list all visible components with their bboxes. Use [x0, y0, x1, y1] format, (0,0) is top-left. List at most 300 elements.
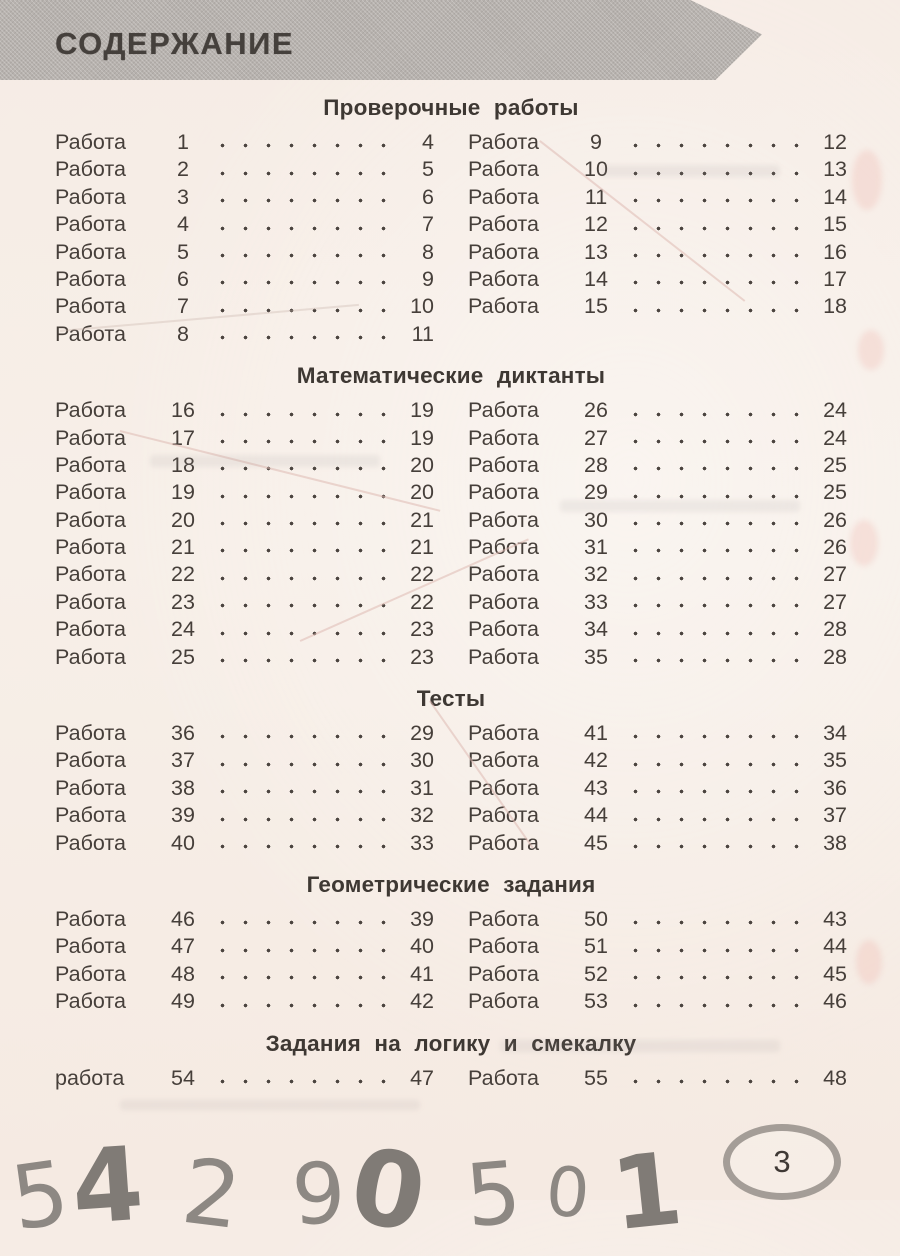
toc-column-left	[55, 907, 434, 1017]
entry-number: 47	[171, 934, 195, 959]
dot-leader	[207, 508, 390, 535]
dot-leader	[207, 645, 390, 672]
dot-leader	[620, 130, 803, 157]
entry-page-number: 23	[410, 617, 434, 642]
toc-entry	[55, 1066, 434, 1093]
entry-label: Работа	[55, 266, 126, 291]
page-number-badge	[723, 1124, 841, 1200]
entry-page-number: 15	[823, 212, 847, 237]
toc-columns	[55, 907, 847, 1017]
entry-page-number: 9	[422, 266, 434, 291]
entry-number: 52	[584, 961, 608, 986]
entry-label: Работа	[468, 212, 539, 237]
toc-entry	[55, 907, 434, 934]
entry-number: 18	[171, 452, 195, 477]
toc-entry	[468, 617, 847, 644]
section-title: Задания на логику и смекалку	[265, 1030, 637, 1056]
entry-page-number: 41	[410, 961, 434, 986]
pink-smudge	[858, 330, 884, 370]
entry-page-number: 20	[410, 480, 434, 505]
entry-label: Работа	[55, 130, 126, 154]
entry-page-number: 40	[410, 934, 434, 959]
entry-number: 39	[171, 803, 195, 828]
entry-page-number: 7	[422, 212, 434, 237]
entry-page-number: 22	[410, 562, 434, 587]
pink-smudge	[852, 150, 882, 210]
decorative-digit: 0	[341, 1123, 435, 1256]
entry-label: Работа	[468, 589, 539, 614]
entry-page-number: 19	[410, 398, 434, 423]
dot-leader	[620, 962, 803, 989]
entry-label: Работа	[468, 535, 539, 560]
toc-section	[55, 872, 847, 1017]
entry-label: Работа	[55, 212, 126, 237]
entry-label: Работа	[55, 617, 126, 642]
entry-page-number: 12	[823, 130, 847, 154]
toc-entry	[55, 748, 434, 775]
entry-label: Работа	[468, 398, 539, 423]
entry-page-number: 42	[410, 989, 434, 1014]
decorative-digit: 9	[289, 1143, 348, 1245]
entry-number: 53	[584, 989, 608, 1014]
entry-number: 51	[584, 934, 608, 959]
dot-leader	[207, 748, 390, 775]
entry-label: Работа	[55, 398, 126, 423]
toc-entry	[55, 157, 434, 184]
dot-leader	[207, 240, 390, 267]
dot-leader	[620, 721, 803, 748]
entry-label: Работа	[468, 961, 539, 986]
dot-leader	[620, 934, 803, 961]
toc-entry	[55, 617, 434, 644]
entry-number: 30	[584, 507, 608, 532]
dot-leader	[620, 453, 803, 480]
entry-label: Работа	[468, 775, 539, 800]
entry-page-number: 28	[823, 617, 847, 642]
toc-columns	[55, 721, 847, 858]
toc-entry	[55, 267, 434, 294]
dot-leader	[620, 426, 803, 453]
entry-page-number: 14	[823, 184, 847, 209]
toc-entry	[468, 721, 847, 748]
entry-number: 44	[584, 803, 608, 828]
entry-number: 48	[171, 961, 195, 986]
dot-leader	[207, 831, 390, 858]
entry-number: 12	[584, 212, 608, 237]
entry-number: 21	[171, 535, 195, 560]
section-title: Геометрические задания	[306, 871, 596, 897]
entry-page-number: 48	[823, 1065, 847, 1090]
dot-leader	[620, 294, 803, 321]
entry-page-number: 35	[823, 748, 847, 773]
entry-label: Работа	[55, 157, 126, 182]
dot-leader	[620, 617, 803, 644]
toc-column-right	[468, 1066, 847, 1093]
entry-page-number: 21	[410, 507, 434, 532]
dot-leader	[620, 240, 803, 267]
decorative-digit: 5	[5, 1140, 75, 1251]
entry-label: Работа	[468, 748, 539, 773]
entry-number: 6	[177, 266, 189, 291]
toc-section	[55, 686, 847, 858]
entry-label: Работа	[468, 644, 539, 669]
entry-label: Работа	[468, 562, 539, 587]
entry-label: Работа	[55, 961, 126, 986]
entry-label: Работа	[55, 507, 126, 532]
entry-number: 42	[584, 748, 608, 773]
entry-page-number: 44	[823, 934, 847, 959]
entry-number: 41	[584, 721, 608, 746]
dot-leader	[620, 590, 803, 617]
entry-number: 5	[177, 239, 189, 264]
toc-entry	[55, 535, 434, 562]
entry-label: Работа	[468, 452, 539, 477]
entry-number: 24	[171, 617, 195, 642]
toc-entry	[468, 962, 847, 989]
entry-label: Работа	[468, 507, 539, 532]
entry-page-number: 22	[410, 589, 434, 614]
entry-label: Работа	[468, 906, 539, 931]
entry-label: Работа	[468, 266, 539, 291]
entry-page-number: 38	[823, 830, 847, 855]
decorative-digit: 4	[67, 1124, 148, 1249]
entry-label: Работа	[55, 748, 126, 773]
dot-leader	[207, 212, 390, 239]
entry-label: Работа	[55, 535, 126, 560]
toc-entry	[468, 934, 847, 961]
entry-number: 4	[177, 212, 189, 237]
dot-leader	[207, 480, 390, 507]
entry-number: 36	[171, 721, 195, 746]
dot-leader	[207, 562, 390, 589]
dot-leader	[620, 1066, 803, 1093]
entry-page-number: 26	[823, 535, 847, 560]
bleedthrough-mark	[120, 1100, 420, 1110]
entry-label: Работа	[55, 721, 126, 746]
entry-number: 31	[584, 535, 608, 560]
dot-leader	[620, 398, 803, 425]
entry-label: Работа	[55, 562, 126, 587]
entry-label: Работа	[55, 803, 126, 828]
dot-leader	[620, 267, 803, 294]
dot-leader	[620, 645, 803, 672]
entry-label: Работа	[55, 452, 126, 477]
bleedthrough-mark	[500, 1040, 780, 1052]
entry-label: Работа	[468, 617, 539, 642]
entry-label: Работа	[468, 184, 539, 209]
page-title: СОДЕРЖАНИЕ	[55, 26, 295, 61]
toc-column-left	[55, 398, 434, 672]
entry-number: 28	[584, 452, 608, 477]
dot-leader	[207, 185, 390, 212]
entry-label: Работа	[468, 803, 539, 828]
toc-entry	[55, 989, 434, 1016]
entry-label: Работа	[468, 425, 539, 450]
toc-columns	[55, 1066, 847, 1093]
entry-number: 55	[584, 1065, 608, 1090]
toc-entry	[468, 130, 847, 157]
dot-leader	[620, 535, 803, 562]
entry-number: 29	[584, 480, 608, 505]
dot-leader	[207, 322, 390, 349]
dot-leader	[207, 398, 390, 425]
toc-entry	[468, 240, 847, 267]
dot-leader	[207, 426, 390, 453]
toc-entry	[468, 212, 847, 239]
entry-page-number: 13	[823, 157, 847, 182]
entry-label: Работа	[468, 1065, 539, 1090]
entry-number: 1	[177, 130, 189, 154]
toc-column-left	[55, 1066, 434, 1093]
entry-page-number: 16	[823, 239, 847, 264]
toc-entry	[55, 185, 434, 212]
entry-number: 27	[584, 425, 608, 450]
entry-label: Работа	[468, 934, 539, 959]
decorative-digit: 5	[461, 1142, 525, 1248]
entry-page-number: 29	[410, 721, 434, 746]
dot-leader	[207, 776, 390, 803]
entry-number: 2	[177, 157, 189, 182]
entry-number: 16	[171, 398, 195, 423]
entry-page-number: 4	[422, 130, 434, 154]
entry-number: 45	[584, 830, 608, 855]
dot-leader	[207, 157, 390, 184]
entry-page-number: 10	[410, 294, 434, 319]
dot-leader	[207, 130, 390, 157]
toc-entry	[55, 426, 434, 453]
decorative-digit: 0	[542, 1152, 593, 1235]
dot-leader	[207, 721, 390, 748]
entry-label: Работа	[468, 130, 539, 154]
entry-page-number: 27	[823, 562, 847, 587]
section-title: Тесты	[416, 686, 486, 712]
entry-page-number: 24	[823, 425, 847, 450]
dot-leader	[620, 562, 803, 589]
toc-entry	[468, 426, 847, 453]
dot-leader	[620, 907, 803, 934]
toc-entry	[55, 240, 434, 267]
entry-number: 17	[171, 425, 195, 450]
entry-page-number: 30	[410, 748, 434, 773]
dot-leader	[207, 267, 390, 294]
entry-label: Работа	[55, 830, 126, 855]
toc-entry	[55, 212, 434, 239]
entry-number: 49	[171, 989, 195, 1014]
dot-leader	[207, 535, 390, 562]
toc-columns	[55, 130, 847, 349]
toc-entry	[468, 294, 847, 321]
entry-page-number: 19	[410, 425, 434, 450]
entry-number: 7	[177, 294, 189, 319]
toc-entry	[468, 907, 847, 934]
dot-leader	[620, 748, 803, 775]
entry-page-number: 32	[410, 803, 434, 828]
entry-label: работа	[55, 1065, 125, 1090]
entry-label: Работа	[55, 589, 126, 614]
dot-leader	[207, 989, 390, 1016]
entry-number: 26	[584, 398, 608, 423]
entry-page-number: 25	[823, 480, 847, 505]
entry-page-number: 39	[410, 906, 434, 931]
toc-entry	[55, 803, 434, 830]
entry-number: 22	[171, 562, 195, 587]
entry-number: 33	[584, 589, 608, 614]
dot-leader	[207, 617, 390, 644]
entry-number: 46	[171, 906, 195, 931]
entry-label: Работа	[55, 906, 126, 931]
entry-number: 54	[171, 1065, 195, 1090]
section-title: Проверочные работы	[323, 95, 579, 120]
entry-number: 15	[584, 294, 608, 319]
entry-number: 14	[584, 266, 608, 291]
toc-columns	[55, 398, 847, 672]
entry-label: Работа	[468, 989, 539, 1014]
dot-leader	[620, 185, 803, 212]
entry-number: 20	[171, 507, 195, 532]
entry-page-number: 26	[823, 507, 847, 532]
entry-label: Работа	[468, 480, 539, 505]
toc-entry	[55, 831, 434, 858]
toc-entry	[55, 934, 434, 961]
entry-page-number: 6	[422, 184, 434, 209]
dot-leader	[207, 934, 390, 961]
toc-entry	[468, 989, 847, 1016]
toc-entry	[468, 803, 847, 830]
entry-page-number: 46	[823, 989, 847, 1014]
toc-entry	[468, 1066, 847, 1093]
toc-entry	[468, 776, 847, 803]
toc-column-right	[468, 907, 847, 1017]
entry-number: 3	[177, 184, 189, 209]
entry-label: Работа	[468, 294, 539, 319]
entry-label: Работа	[55, 425, 126, 450]
entry-label: Работа	[55, 239, 126, 264]
entry-label: Работа	[55, 294, 126, 319]
section-title: Математические диктанты	[296, 363, 606, 389]
entry-page-number: 31	[410, 775, 434, 800]
bleedthrough-mark	[150, 455, 380, 467]
entry-number: 35	[584, 644, 608, 669]
entry-page-number: 36	[823, 775, 847, 800]
toc-entry	[468, 453, 847, 480]
toc-entry	[468, 267, 847, 294]
dot-leader	[207, 803, 390, 830]
entry-label: Работа	[55, 775, 126, 800]
entry-page-number: 5	[422, 157, 434, 182]
toc-column-left	[55, 721, 434, 858]
entry-page-number: 18	[823, 294, 847, 319]
entry-number: 11	[584, 184, 608, 209]
entry-page-number: 24	[823, 398, 847, 423]
toc-section	[55, 363, 847, 672]
entry-page-number: 37	[823, 803, 847, 828]
dot-leader	[207, 294, 390, 321]
entry-label: Работа	[468, 830, 539, 855]
entry-page-number: 8	[422, 239, 434, 264]
toc-entry	[55, 398, 434, 425]
dot-leader	[620, 831, 803, 858]
entry-label: Работа	[55, 644, 126, 669]
entry-number: 37	[171, 748, 195, 773]
entry-number: 19	[171, 480, 195, 505]
toc-entry	[55, 508, 434, 535]
entry-number: 40	[171, 830, 195, 855]
entry-page-number: 28	[823, 644, 847, 669]
decorative-digit: 2	[176, 1138, 247, 1251]
entry-label: Работа	[55, 934, 126, 959]
entry-page-number: 23	[410, 644, 434, 669]
toc-entry	[55, 721, 434, 748]
entry-label: Работа	[468, 721, 539, 746]
entry-page-number: 47	[410, 1065, 434, 1090]
entry-page-number: 11	[411, 321, 434, 346]
entry-page-number: 43	[823, 906, 847, 931]
entry-number: 43	[584, 775, 608, 800]
toc-section	[55, 95, 847, 349]
entry-number: 10	[584, 157, 608, 182]
entry-page-number: 21	[410, 535, 434, 560]
toc-entry	[468, 185, 847, 212]
dot-leader	[207, 1066, 390, 1093]
toc-entry	[55, 645, 434, 672]
toc-entry	[468, 562, 847, 589]
entry-number: 8	[177, 321, 189, 346]
dot-leader	[207, 907, 390, 934]
entry-number: 38	[171, 775, 195, 800]
bleedthrough-mark	[600, 165, 780, 177]
entry-label: Работа	[468, 239, 539, 264]
toc-entry	[55, 294, 434, 321]
dot-leader	[620, 803, 803, 830]
entry-number: 25	[171, 644, 195, 669]
toc-sections	[55, 84, 847, 1093]
toc-entry	[468, 645, 847, 672]
toc-entry	[55, 590, 434, 617]
entry-page-number: 34	[823, 721, 847, 746]
decorative-digit: 1	[606, 1129, 688, 1254]
toc-entry	[468, 590, 847, 617]
dot-leader	[620, 989, 803, 1016]
entry-page-number: 27	[823, 589, 847, 614]
page-number: 3	[773, 1144, 791, 1179]
toc-column-left	[55, 130, 434, 349]
entry-label: Работа	[55, 184, 126, 209]
entry-page-number: 20	[410, 452, 434, 477]
toc-entry	[468, 748, 847, 775]
dot-leader	[207, 962, 390, 989]
pink-smudge	[856, 940, 882, 984]
entry-label: Работа	[55, 480, 126, 505]
entry-number: 23	[171, 589, 195, 614]
toc-entry	[55, 562, 434, 589]
entry-label: Работа	[468, 157, 539, 182]
entry-number: 50	[584, 906, 608, 931]
toc-entry	[55, 130, 434, 157]
entry-page-number: 17	[823, 266, 847, 291]
entry-label: Работа	[55, 989, 126, 1014]
toc-entry	[468, 398, 847, 425]
entry-page-number: 33	[410, 830, 434, 855]
entry-number: 34	[584, 617, 608, 642]
toc-entry	[55, 962, 434, 989]
toc-entry	[55, 776, 434, 803]
entry-number: 32	[584, 562, 608, 587]
entry-page-number: 45	[823, 961, 847, 986]
entry-number: 9	[590, 130, 602, 154]
entry-number: 13	[584, 239, 608, 264]
toc-column-right	[468, 130, 847, 349]
bleedthrough-mark	[560, 500, 800, 512]
